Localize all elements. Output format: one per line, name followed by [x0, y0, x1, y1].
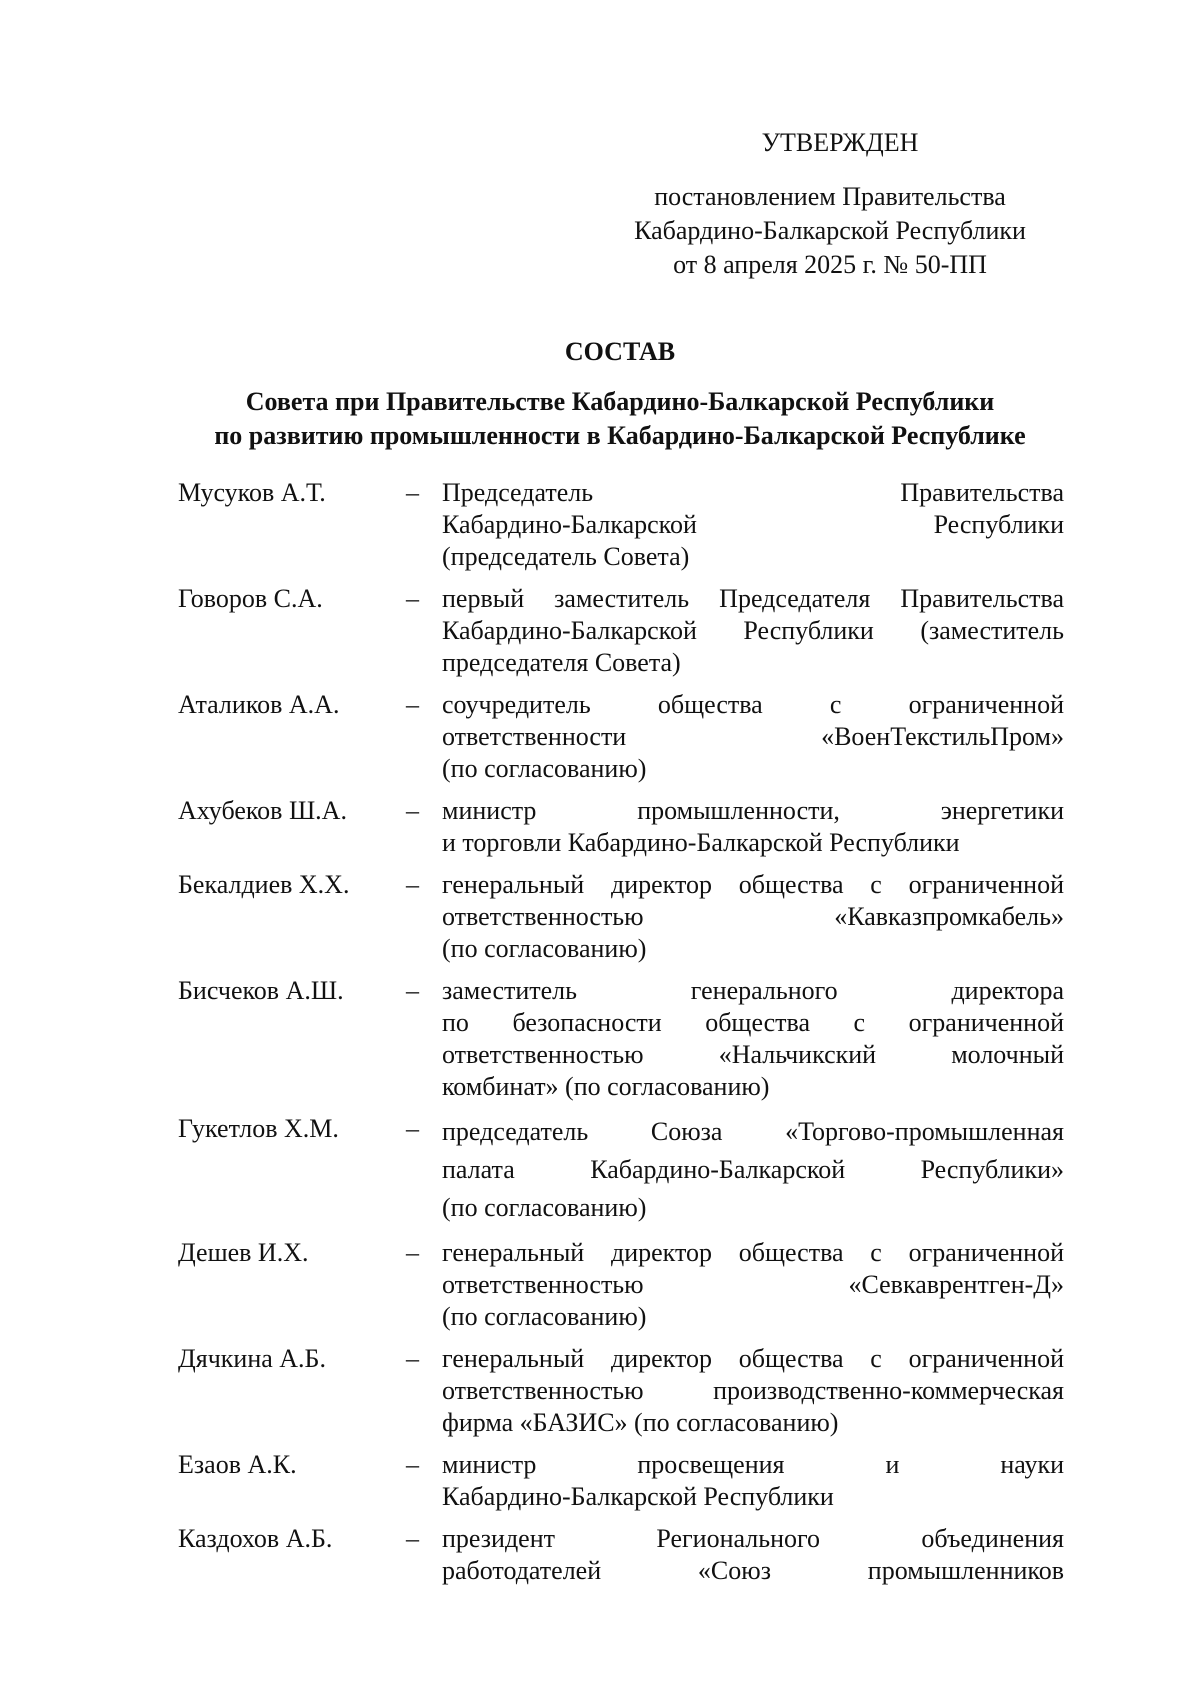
member-dash: –: [406, 1238, 419, 1267]
member-role-line: по безопасности общества с ограниченной: [442, 1008, 1064, 1037]
member-dash: –: [406, 1524, 419, 1553]
member-role: [442, 1343, 1064, 1439]
document-title: СОСТАВ: [564, 337, 676, 366]
member-role-line: работодателей «Союз промышленников: [442, 1556, 1064, 1585]
member-role-line: генеральный директор общества с ограниченной: [442, 1344, 1064, 1373]
member-role-line: (председатель Совета): [442, 542, 690, 571]
member-role-line: (по согласованию): [442, 1193, 647, 1222]
member-name: Ахубеков Ш.А.: [178, 796, 347, 825]
member-dash: –: [406, 690, 419, 719]
member-role-line: палата Кабардино-Балкарской Республики»: [442, 1155, 1064, 1184]
member-role-line: заместитель генерального директора: [442, 976, 1064, 1005]
approval-line: Кабардино-Балкарской Республики: [634, 216, 1026, 245]
member-role-line: генеральный директор общества с ограниченной: [442, 870, 1064, 899]
member-role-line: Кабардино-Балкарской Республики (заместитель: [442, 616, 1064, 645]
member-name: Езаов А.К.: [178, 1450, 297, 1479]
approval-line: от 8 апреля 2025 г. № 50-ПП: [673, 250, 987, 279]
member-role: [442, 1237, 1064, 1333]
member-role-line: (по согласованию): [442, 754, 647, 783]
member-role-line: ответственностью производственно-коммерческая: [442, 1376, 1064, 1405]
member-row: [178, 1449, 1064, 1513]
member-role-line: генеральный директор общества с ограниченной: [442, 1238, 1064, 1267]
member-role: [442, 477, 1064, 573]
member-role-line: президент Регионального объединения: [442, 1524, 1064, 1553]
member-role: [442, 1113, 1064, 1227]
member-name: Каздохов А.Б.: [178, 1524, 333, 1553]
member-role: [442, 869, 1064, 965]
member-role-line: ответственностью «Севкаврентген-Д»: [442, 1270, 1064, 1299]
member-dash: –: [406, 796, 419, 825]
member-role: [442, 795, 1064, 859]
member-dash: –: [406, 584, 419, 613]
member-role-line: Кабардино-Балкарской Республики: [442, 1482, 834, 1511]
document-title-block: [100, 335, 1140, 453]
member-role-line: (по согласованию): [442, 934, 647, 963]
member-row: [178, 975, 1064, 1103]
member-dash: –: [406, 976, 419, 1005]
member-role-line: фирма «БАЗИС» (по согласованию): [442, 1408, 839, 1437]
member-name: Гукетлов Х.М.: [178, 1114, 339, 1143]
member-row: [178, 1343, 1064, 1439]
member-role-line: ответственностью «Нальчикский молочный: [442, 1040, 1064, 1069]
member-role-line: председателя Совета): [442, 648, 681, 677]
member-row: [178, 689, 1064, 785]
member-dash: –: [406, 1114, 419, 1143]
member-role: [442, 1449, 1064, 1513]
member-name: Бисчеков А.Ш.: [178, 976, 344, 1005]
member-row: [178, 1523, 1064, 1587]
member-role: [442, 583, 1064, 679]
member-role-line: министр просвещения и науки: [442, 1450, 1064, 1479]
member-role-line: ответственностью «Кавказпромкабель»: [442, 902, 1064, 931]
member-name: Говоров С.А.: [178, 584, 323, 613]
member-name: Бекалдиев Х.Х.: [178, 870, 350, 899]
member-role-line: первый заместитель Председателя Правительства: [442, 584, 1064, 613]
member-role: [442, 689, 1064, 785]
member-dash: –: [406, 1450, 419, 1479]
member-row: [178, 477, 1064, 573]
member-row: [178, 1237, 1064, 1333]
member-name: Дешев И.Х.: [178, 1238, 309, 1267]
member-row: [178, 583, 1064, 679]
member-row: [178, 869, 1064, 965]
member-row: [178, 1113, 1064, 1227]
member-role: [442, 1523, 1064, 1587]
approval-stamp-word: УТВЕРЖДЕН: [761, 128, 919, 157]
member-role-line: соучредитель общества с ограниченной: [442, 690, 1064, 719]
member-role: [442, 975, 1064, 1103]
member-role-line: министр промышленности, энергетики: [442, 796, 1064, 825]
member-role-line: Председатель Правительства: [442, 478, 1064, 507]
members-list: [178, 477, 1064, 1597]
approval-block: [600, 126, 1060, 282]
member-name: Аталиков А.А.: [178, 690, 340, 719]
member-dash: –: [406, 870, 419, 899]
member-role-line: и торговли Кабардино-Балкарской Республики: [442, 828, 960, 857]
member-role-line: ответственности «ВоенТекстильПром»: [442, 722, 1064, 751]
document-subtitle-line: по развитию промышленности в Кабардино-Балкарской Республике: [214, 421, 1026, 450]
member-role-line: председатель Союза «Торгово-промышленная: [442, 1117, 1064, 1146]
member-dash: –: [406, 1344, 419, 1373]
member-role-line: комбинат» (по согласованию): [442, 1072, 770, 1101]
member-name: Дячкина А.Б.: [178, 1344, 326, 1373]
member-role-line: Кабардино-Балкарской Республики: [442, 510, 1064, 539]
document-subtitle-line: Совета при Правительстве Кабардино-Балкарской Республики: [245, 387, 995, 416]
member-role-line: (по согласованию): [442, 1302, 647, 1331]
approval-line: постановлением Правительства: [654, 182, 1006, 211]
member-dash: –: [406, 478, 419, 507]
member-row: [178, 795, 1064, 859]
member-name: Мусуков А.Т.: [178, 478, 326, 507]
